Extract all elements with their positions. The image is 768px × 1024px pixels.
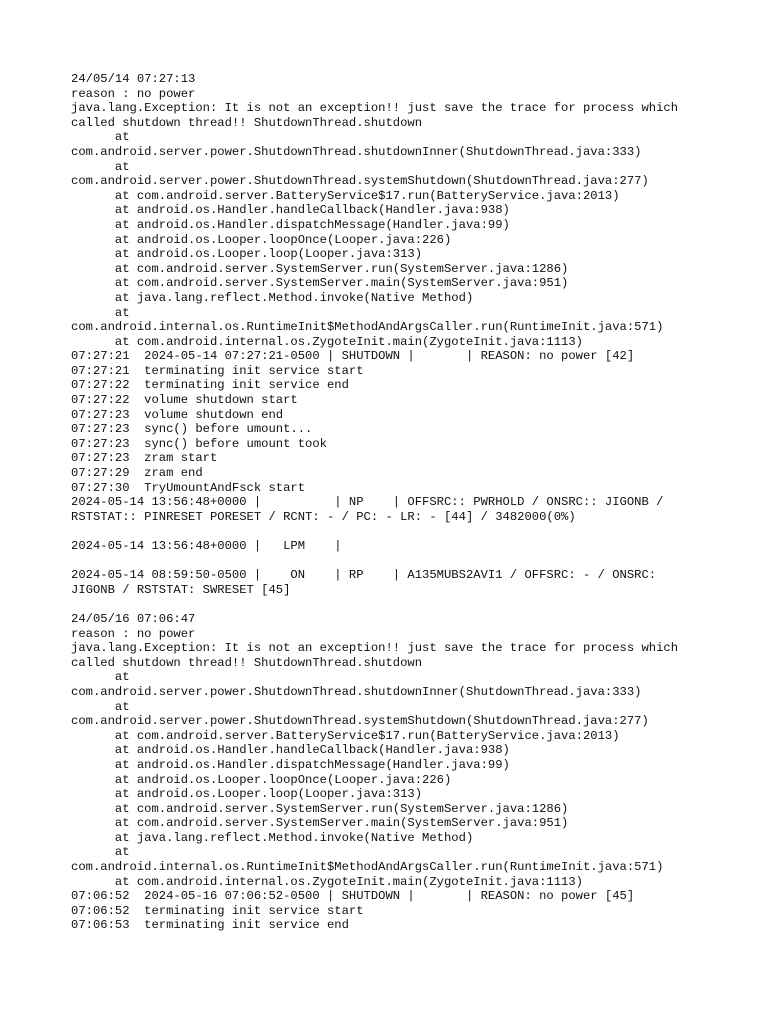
log-line: com.android.server.power.ShutdownThread.shutdownInner(ShutdownThread.java:333) — [71, 144, 642, 159]
log-line: JIGONB / RSTSTAT: SWRESET [45] — [71, 582, 291, 597]
log-line: 07:27:23 zram start — [71, 451, 218, 466]
log-line: 07:27:23 volume shutdown end — [71, 407, 284, 422]
log-line: 07:06:53 terminating init service end — [71, 918, 349, 933]
log-line: com.android.internal.os.RuntimeInit$MethodAndArgsCaller.run(RuntimeInit.java:571) — [71, 860, 664, 875]
log-line: java.lang.Exception: It is not an exception!! just save the trace for process which — [71, 641, 679, 656]
log-line: 07:06:52 2024-05-16 07:06:52-0500 | SHUTDOWN | | REASON: no power [45] — [71, 889, 635, 904]
log-line: at java.lang.reflect.Method.invoke(Native Method) — [71, 290, 474, 305]
log-line: at — [71, 130, 130, 145]
log-line: at com.android.server.BatteryService$17.run(BatteryService.java:2013) — [71, 728, 620, 743]
log-line: com.android.internal.os.RuntimeInit$MethodAndArgsCaller.run(RuntimeInit.java:571) — [71, 320, 664, 335]
log-line: at com.android.server.BatteryService$17.run(BatteryService.java:2013) — [71, 188, 620, 203]
log-line: com.android.server.power.ShutdownThread.systemShutdown(ShutdownThread.java:277) — [71, 174, 649, 189]
log-line: com.android.server.power.ShutdownThread.systemShutdown(ShutdownThread.java:277) — [71, 714, 649, 729]
log-line: at com.android.server.SystemServer.main(SystemServer.java:951) — [71, 276, 569, 291]
log-line: called shutdown thread!! ShutdownThread.shutdown — [71, 655, 423, 670]
log-line: com.android.server.power.ShutdownThread.shutdownInner(ShutdownThread.java:333) — [71, 684, 642, 699]
log-line: 07:27:21 2024-05-14 07:27:21-0500 | SHUTDOWN | | REASON: no power [42] — [71, 349, 635, 364]
log-line: reason : no power — [71, 626, 196, 641]
log-line: 07:27:23 sync() before umount took — [71, 436, 327, 451]
log-line: at — [71, 670, 130, 685]
log-line: at com.android.server.SystemServer.run(SystemServer.java:1286) — [71, 261, 569, 276]
log-line — [71, 554, 751, 569]
log-line: at com.android.internal.os.ZygoteInit.main(ZygoteInit.java:1113) — [71, 874, 583, 889]
log-line: at com.android.server.SystemServer.main(SystemServer.java:951) — [71, 816, 569, 831]
log-line: at — [71, 159, 130, 174]
log-line: at android.os.Handler.dispatchMessage(Handler.java:99) — [71, 217, 510, 232]
log-line: 2024-05-14 08:59:50-0500 | ON | RP | A135MUBS2AVI1 / OFFSRC: - / ONSRC: — [71, 568, 657, 583]
log-line: at android.os.Looper.loop(Looper.java:313) — [71, 247, 423, 262]
log-document — [71, 72, 751, 933]
log-line: 24/05/14 07:27:13 — [71, 72, 196, 86]
log-line: 2024-05-14 13:56:48+0000 | | NP | OFFSRC:: PWRHOLD / ONSRC:: JIGONB / — [71, 495, 664, 510]
log-line: at android.os.Handler.handleCallback(Handler.java:938) — [71, 203, 510, 218]
log-line: 07:27:22 terminating init service end — [71, 378, 349, 393]
log-line: called shutdown thread!! ShutdownThread.shutdown — [71, 115, 423, 130]
log-line: at android.os.Handler.handleCallback(Handler.java:938) — [71, 743, 510, 758]
log-line: reason : no power — [71, 86, 196, 101]
log-line: 2024-05-14 13:56:48+0000 | LPM | — [71, 539, 342, 553]
log-line: at android.os.Looper.loopOnce(Looper.java:226) — [71, 232, 452, 247]
log-line: 07:27:30 TryUmountAndFsck start — [71, 480, 306, 495]
log-line: at — [71, 845, 130, 860]
log-line: at android.os.Looper.loopOnce(Looper.java:226) — [71, 772, 452, 787]
log-line: at com.android.internal.os.ZygoteInit.main(ZygoteInit.java:1113) — [71, 334, 583, 349]
log-line: at java.lang.reflect.Method.invoke(Native Method) — [71, 830, 474, 845]
log-line: 07:27:22 volume shutdown start — [71, 393, 298, 408]
log-line — [71, 597, 751, 612]
log-line: 07:27:23 sync() before umount... — [71, 422, 313, 437]
log-line: at android.os.Handler.dispatchMessage(Handler.java:99) — [71, 757, 510, 772]
log-line: 24/05/16 07:06:47 — [71, 611, 196, 626]
log-line: 07:06:52 terminating init service start — [71, 903, 364, 918]
log-line: 07:27:29 zram end — [71, 466, 203, 481]
log-line — [71, 524, 751, 539]
log-line: at com.android.server.SystemServer.run(SystemServer.java:1286) — [71, 801, 569, 816]
log-line: at — [71, 305, 130, 320]
log-line: 07:27:21 terminating init service start — [71, 363, 364, 378]
log-line: at — [71, 699, 130, 714]
log-line: RSTSTAT:: PINRESET PORESET / RCNT: - / PC: - LR: - [44] / 3482000(0%) — [71, 509, 576, 524]
log-line: java.lang.Exception: It is not an exception!! just save the trace for process which — [71, 101, 679, 116]
log-line: at android.os.Looper.loop(Looper.java:313) — [71, 787, 423, 802]
